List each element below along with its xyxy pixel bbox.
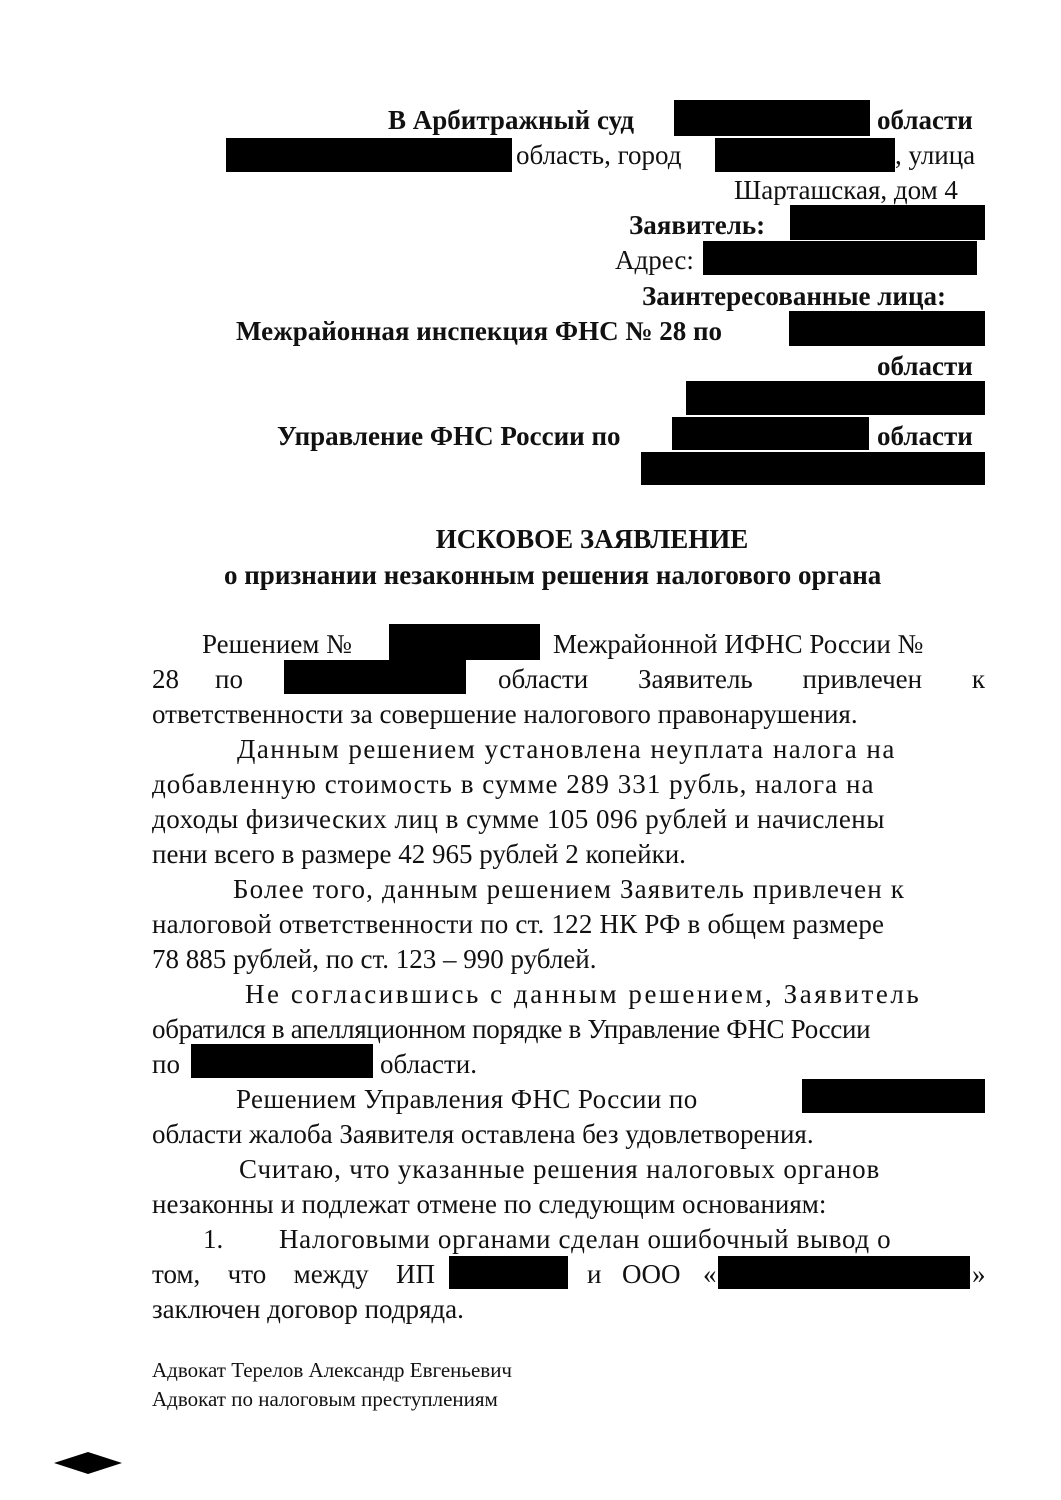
court-suffix: области (877, 105, 973, 135)
inspection-name: Межрайонная инспекция ФНС № 28 по (236, 316, 723, 346)
address-house: Шарташская, дом 4 (734, 175, 958, 205)
p2-line: пени всего в размере 42 965 рублей 2 копейки. (152, 839, 686, 869)
p4-word: по (152, 1049, 180, 1079)
redaction-bar (802, 1079, 985, 1113)
redaction-bar (686, 381, 985, 415)
p2-line: доходы физических лиц в сумме 105 096 рублей и начислены (152, 804, 885, 834)
list-item-word: том, (152, 1259, 201, 1289)
address-street: , улица (895, 140, 976, 170)
p5-line: Решением Управления ФНС России по (236, 1084, 698, 1114)
p4-line: обратился в апелляционном порядке в Управление ФНС России (152, 1014, 871, 1044)
redaction-bar (703, 241, 977, 275)
p4-line: Не согласившись с данным решением, Заявитель (245, 979, 922, 1009)
redaction-bar (715, 138, 895, 172)
p1-word: области (498, 664, 589, 694)
p2-line: Данным решением установлена неуплата налога на (237, 734, 896, 764)
list-item-number: 1. (203, 1224, 224, 1254)
directorate-name: Управление ФНС России по (277, 421, 621, 451)
court-prefix: В Арбитражный суд (388, 105, 635, 135)
p1-line: ответственности за совершение налогового правонарушения. (152, 699, 858, 729)
p1-word: 28 (152, 664, 179, 694)
redaction-bar (718, 1256, 970, 1289)
p1-line-2 (498, 662, 985, 696)
redaction-bar (672, 417, 869, 450)
list-item-word: ООО (622, 1259, 681, 1289)
redaction-bar (790, 205, 985, 240)
address-label: Адрес: (615, 245, 694, 275)
p1-word: Решением № (202, 629, 352, 659)
list-item-word: » (972, 1259, 986, 1289)
redaction-bar (284, 660, 466, 694)
p1-word: привлечен (802, 664, 923, 694)
inspection-suffix: области (877, 351, 973, 381)
p2-line: добавленную стоимость в сумме 289 331 рубль, налога на (152, 769, 875, 799)
address-region: область, город (516, 140, 682, 170)
p5-line: области жалоба Заявителя оставлена без удовлетворения. (152, 1119, 814, 1149)
p3-line: 78 885 рублей, по ст. 123 – 990 рублей. (152, 944, 597, 974)
footer-author-name: Адвокат Терелов Александр Евгеньевич (152, 1358, 512, 1382)
redaction-bar (191, 1044, 373, 1078)
list-item-word: и (587, 1259, 602, 1289)
p4-word: области. (380, 1049, 478, 1079)
redaction-bar (389, 624, 540, 660)
interested-label: Заинтересованные лица: (642, 281, 947, 311)
redaction-bar (674, 100, 870, 136)
redaction-bar (789, 311, 985, 346)
p1-word: по (215, 664, 243, 694)
redaction-bar (226, 138, 512, 172)
list-item-word: ИП (395, 1259, 435, 1289)
applicant-label: Заявитель: (629, 210, 766, 240)
p1-word: Межрайонной ИФНС России № (553, 629, 924, 659)
list-item-line: Налоговыми органами сделан ошибочный вывод о (279, 1224, 892, 1254)
p6-line: незаконны и подлежат отмене по следующим основаниям: (152, 1189, 827, 1219)
redaction-bar (449, 1256, 568, 1289)
p3-line: Более того, данным решением Заявитель привлечен к (233, 874, 906, 904)
document-subtitle: о признании незаконным решения налогового органа (224, 560, 882, 590)
list-item-word: что (227, 1259, 267, 1289)
p6-line: Считаю, что указанные решения налоговых органов (239, 1154, 881, 1184)
list-item-line-2 (152, 1257, 435, 1291)
document-title: ИСКОВОЕ ЗАЯВЛЕНИЕ (435, 524, 749, 554)
redaction-bar (641, 452, 985, 485)
list-item-line: заключен договор подряда. (152, 1294, 464, 1324)
p3-line: налоговой ответственности по ст. 122 НК РФ в общем размере (152, 909, 885, 939)
footer-author-role: Адвокат по налоговым преступлениям (152, 1387, 498, 1411)
p1-word: Заявитель (638, 664, 753, 694)
diamond-mark-icon (52, 1451, 124, 1475)
list-item-word: между (293, 1259, 369, 1289)
list-item-word: « (703, 1259, 717, 1289)
p1-word: к (971, 664, 985, 694)
directorate-suffix: области (877, 421, 973, 451)
